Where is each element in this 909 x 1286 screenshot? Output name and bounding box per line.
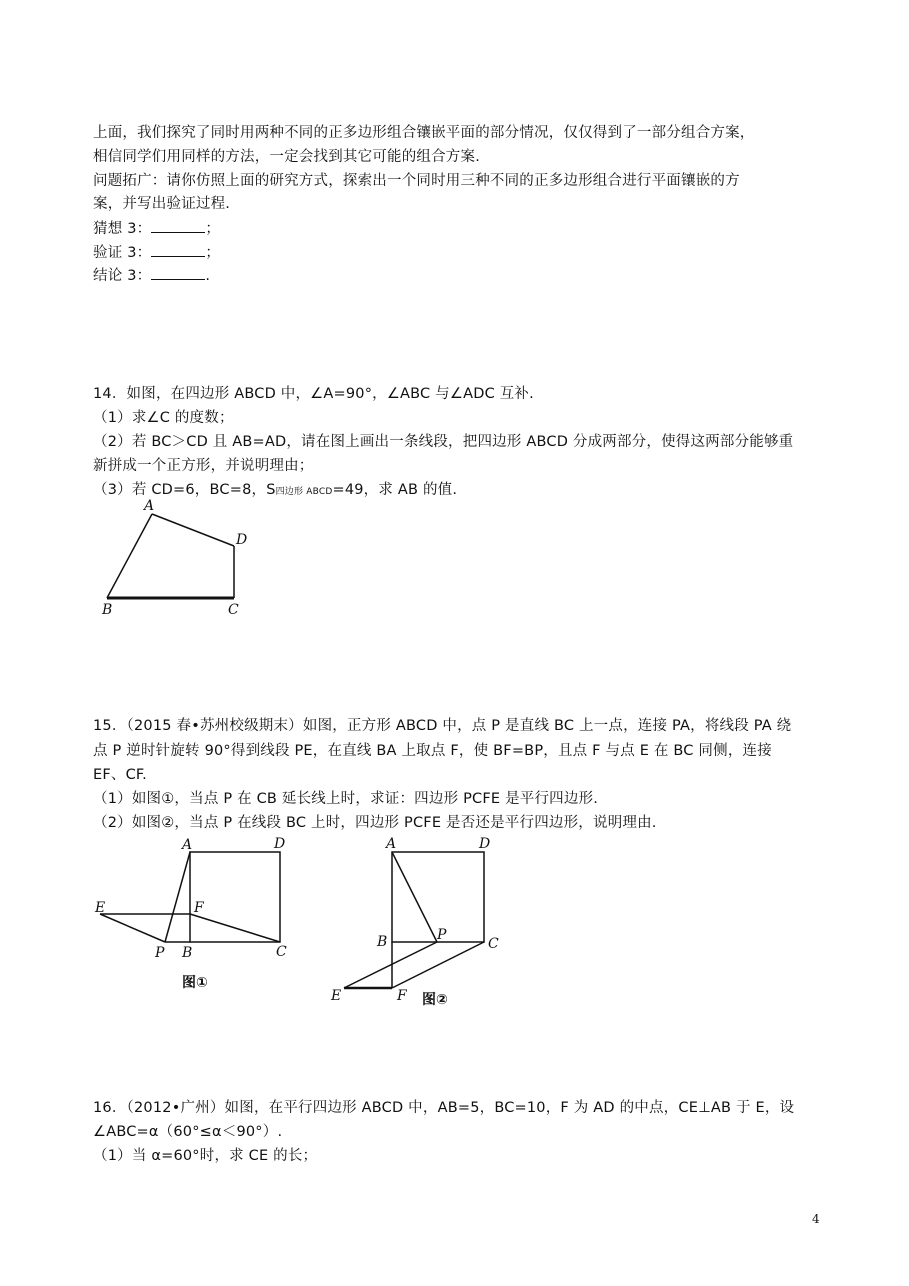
guess-3-line: 猜想 3： ； <box>93 218 220 239</box>
fig1-label-d: D <box>274 836 286 852</box>
fig1-label-a: A <box>182 837 193 853</box>
verify-3-label: 验证 3： <box>93 245 152 261</box>
guess-3-label: 猜想 3： <box>93 221 152 237</box>
fig2-label-d: D <box>479 836 491 852</box>
intro-line-4: 案，并写出验证过程. <box>93 196 231 212</box>
q14-part-2-cont: 新拼成一个正方形，并说明理由； <box>93 458 314 474</box>
fig1-label-b: B <box>182 945 193 961</box>
fig2-label-a: A <box>386 836 397 852</box>
q14-label-b: B <box>102 602 113 618</box>
verify-3-line: 验证 3： ； <box>93 242 220 263</box>
intro-line-2: 相信同学们用同样的方法，一定会找到其它可能的组合方案. <box>93 149 481 165</box>
q14-part-3: （3）若 CD=6，BC=8，S四边形 ABCD=49，求 AB 的值. <box>93 482 458 498</box>
fig2-label-b: B <box>377 934 388 950</box>
fig2-caption: 图② <box>422 992 448 1008</box>
q15-part-2: （2）如图②，当点 P 在线段 BC 上时，四边形 PCFE 是否还是平行四边形，说明理由. <box>93 815 657 831</box>
q16-stem-2: ∠ABC=α（60°≤α＜90°）. <box>93 1124 283 1140</box>
fig1-label-p: P <box>155 945 165 961</box>
fig2-label-c: C <box>488 936 499 952</box>
q16-part-1: （1）当 α=60°时，求 CE 的长； <box>93 1148 318 1164</box>
fig1-label-e: E <box>95 900 106 916</box>
fig1-label-c: C <box>276 944 287 960</box>
conclusion-3-label: 结论 3： <box>93 268 152 284</box>
q14-label-c: C <box>228 602 239 618</box>
q15-part-1: （1）如图①，当点 P 在 CB 延长线上时，求证：四边形 PCFE 是平行四边形. <box>93 791 599 807</box>
fig2-label-p: P <box>437 927 447 943</box>
q14-part-2: （2）若 BC＞CD 且 AB=AD，请在图上画出一条线段，把四边形 ABCD 分成两部分，使得这两部分能够重 <box>93 434 794 450</box>
q14-label-a: A <box>144 498 155 514</box>
fig1-label-f: F <box>194 900 204 916</box>
q14-label-d: D <box>236 532 248 548</box>
fig2-label-e: E <box>331 988 342 1004</box>
q14-part-1: （1）求∠C 的度数； <box>93 410 234 426</box>
fig1-caption: 图① <box>182 975 208 991</box>
page-number: 4 <box>812 1212 820 1226</box>
intro-line-3: 问题拓广：请你仿照上面的研究方式，探索出一个同时用三种不同的正多边形组合进行平面镶嵌的方 <box>93 173 740 189</box>
q15-stem-3: EF、CF. <box>93 767 147 783</box>
conclusion-3-line: 结论 3： . <box>93 265 210 286</box>
q16-stem-1: 16．（2012•广州）如图，在平行四边形 ABCD 中，AB=5，BC=10，F 为 AD 的中点，CE⊥AB 于 E，设 <box>93 1100 795 1116</box>
fig2-label-f: F <box>397 988 407 1004</box>
intro-line-1: 上面，我们探究了同时用两种不同的正多边形组合镶嵌平面的部分情况，仅仅得到了一部分组合方案， <box>93 125 755 141</box>
area-subscript: 四边形 ABCD <box>275 487 333 497</box>
q15-stem-1: 15．（2015 春•苏州校级期末）如图，正方形 ABCD 中，点 P 是直线 BC 上一点，连接 PA，将线段 PA 绕 <box>93 718 792 734</box>
q15-stem-2: 点 P 逆时针旋转 90°得到线段 PE，在直线 BA 上取点 F，使 BF=BP，且点 F 与点 E 在 BC 同侧，连接 <box>93 743 772 759</box>
q14-stem: 14．如图，在四边形 ABCD 中，∠A=90°，∠ABC 与∠ADC 互补. <box>93 386 534 402</box>
